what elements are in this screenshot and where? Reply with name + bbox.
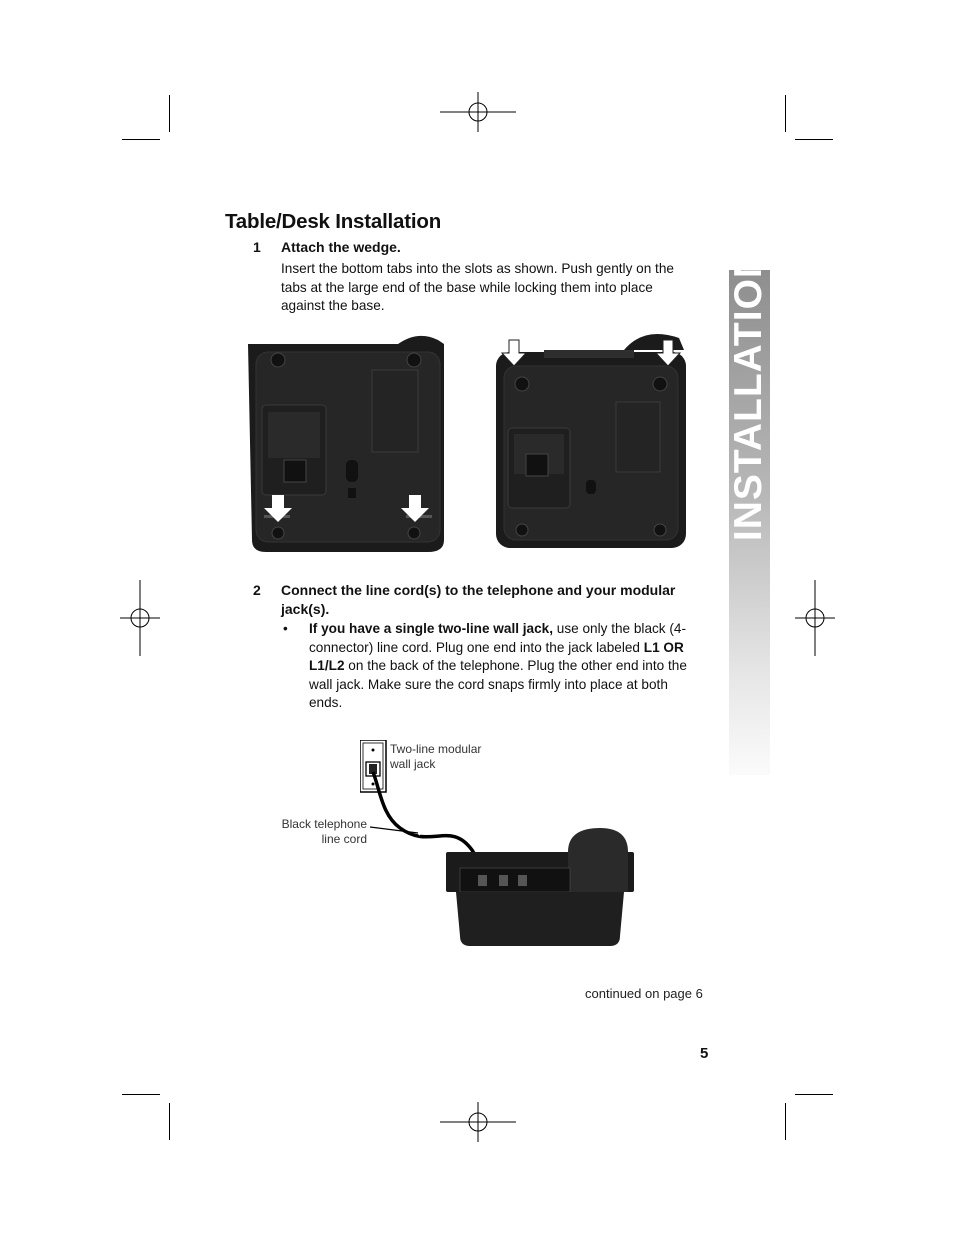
phone-bottom-with-wedge <box>496 334 686 548</box>
crop-mark <box>122 139 160 140</box>
bullet-body-1: use only the black (4-connector) line cord. Plug one end into the jack labeled <box>309 621 686 655</box>
cord-label: Black telephone line cord <box>281 817 367 846</box>
crop-mark <box>795 139 833 140</box>
phone-bottom-without-wedge <box>248 336 444 552</box>
page-number: 5 <box>700 1045 709 1062</box>
continued-note: continued on page 6 <box>585 986 703 1001</box>
step-title: Attach the wedge. <box>281 239 401 255</box>
bullet-text <box>309 620 703 713</box>
registration-mark-icon <box>440 1102 516 1142</box>
step-body: Insert the bottom tabs into the slots as shown. Push gently on the tabs at the large end of the base while locking them into place against the base. <box>281 261 674 314</box>
wall-jack-icon <box>360 740 386 792</box>
registration-mark-icon <box>440 92 516 132</box>
bullet-lead: If you have a single two-line wall jack, <box>309 621 554 636</box>
bullet-body-2: on the back of the telephone. Plug the other end into the wall jack. Make sure the cord snaps firmly into place at both ends. <box>309 658 687 711</box>
section-tab-label: INSTALLATION <box>727 248 770 542</box>
crop-mark <box>785 1103 786 1140</box>
crop-mark <box>169 95 170 132</box>
crop-mark <box>122 1094 160 1095</box>
page-title: Table/Desk Installation <box>225 210 442 233</box>
phone-bottom-diagram <box>248 330 700 556</box>
jack-label: L1 OR L1/L2 <box>309 639 684 674</box>
wall-jack-label: Two-line modular wall jack <box>390 742 482 771</box>
crop-mark <box>785 95 786 132</box>
registration-mark-icon <box>795 580 835 656</box>
bullet-marker: • <box>283 621 288 636</box>
step-title: Connect the line cord(s) to the telephone and your modular jack(s). <box>281 582 676 617</box>
step-number: 1 <box>253 239 261 255</box>
step-number: 2 <box>253 582 261 598</box>
registration-mark-icon <box>120 580 160 656</box>
telephone-rear-view <box>446 828 634 946</box>
crop-mark <box>795 1094 833 1095</box>
crop-mark <box>169 1103 170 1140</box>
